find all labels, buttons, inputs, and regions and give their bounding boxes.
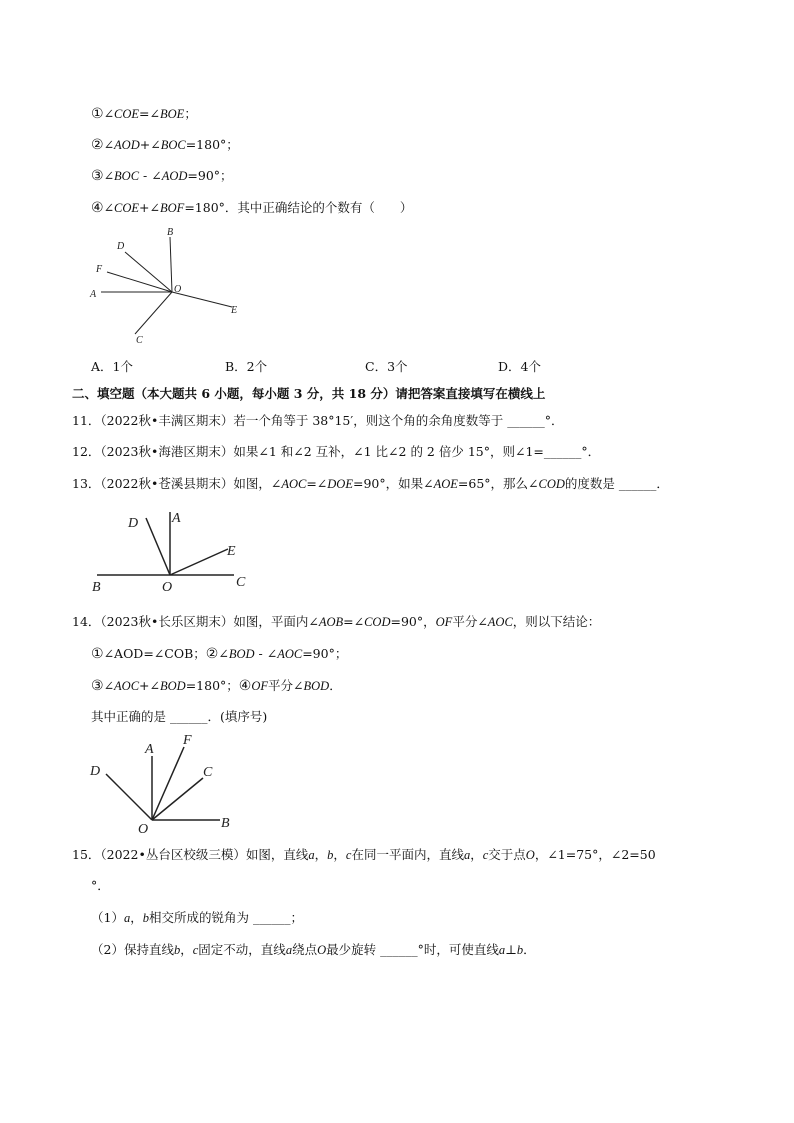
label-A: A	[90, 289, 97, 300]
label-O: O	[162, 580, 173, 595]
q10-choice-c: C．3个	[365, 359, 408, 374]
label-O: O	[174, 284, 182, 295]
question-14-line-4: 其中正确的是 ______．(填序号)	[91, 709, 268, 724]
q10-choice-d: D．4个	[498, 359, 541, 374]
question-14-line-3: ③∠AOC+∠BOD=180°；④OF平分∠BOD．	[91, 678, 342, 694]
label-A: A	[172, 511, 181, 526]
q10-choice-b: B．2个	[225, 359, 268, 374]
question-15-part-1: （1）a，b相交所成的锐角为 ______；	[91, 910, 303, 925]
q10-option-1: ①∠COE=∠BOE；	[91, 106, 197, 122]
q10-option-3: ③∠BOC - ∠AOD=90°；	[91, 168, 233, 184]
label-C: C	[136, 335, 143, 346]
label-E: E	[231, 305, 238, 316]
section-title: 二、填空题（本大题共 6 小题，每小题 3 分，共 18 分）请把答案直接填写在横线上	[72, 386, 546, 401]
question-13: 13．（2022秋•苍溪县期末）如图，∠AOC=∠DOE=90°，如果∠AOE=65°，那么∠COD的度数是 ______．	[72, 476, 669, 491]
q10-option-4: ④∠COE+∠BOF=180°．其中正确结论的个数有（ ）	[91, 200, 413, 216]
question-15: 15．（2022•丛台区校级三模）如图，直线a，b，c在同一平面内，直线a，c交于点O，∠1=75°，∠2=50	[72, 847, 656, 862]
question-15-cont: °．	[91, 878, 110, 893]
question-15-part-2: （2）保持直线b，c固定不动，直线a绕点O最少旋转 ______°时，可使直线a⊥b．	[91, 942, 536, 957]
ray-OC	[152, 778, 203, 820]
question-14: 14．（2023秋•长乐区期末）如图，平面内∠AOB=∠COD=90°，OF平分∠AOC，则以下结论：	[72, 614, 601, 629]
question-12: 12．（2023秋•海港区期末）如果∠1 和∠2 互补，∠1 比∠2 的 2 倍少 15°，则∠1=______°．	[72, 444, 601, 459]
q10-choice-a: A．1个	[91, 359, 133, 374]
label-O: O	[138, 822, 149, 837]
option-number: ④	[91, 200, 104, 216]
question-11: 11．（2022秋•丰满区期末）若一个角等于 38°15′，则这个角的余角度数等于 ______°．	[72, 413, 564, 428]
question-14-line-2: ①∠AOD=∠COB；②∠BOD - ∠AOC=90°；	[91, 646, 348, 662]
label-B: B	[92, 580, 101, 595]
ray-OD	[106, 774, 152, 820]
label-B: B	[221, 816, 230, 831]
label-C: C	[236, 575, 246, 590]
label-B: B	[167, 227, 174, 238]
q10-option-2: ②∠AOD+∠BOC=180°；	[91, 137, 239, 153]
label-D: D	[90, 764, 101, 779]
label-E: E	[227, 544, 236, 559]
label-F: F	[183, 733, 192, 748]
option-number: ③	[91, 168, 104, 184]
ray-OF	[152, 747, 184, 820]
option-number: ②	[91, 137, 104, 153]
label-D: D	[117, 241, 125, 252]
option-number: ①	[91, 106, 104, 122]
label-D: D	[128, 516, 139, 531]
label-F: F	[96, 264, 103, 275]
label-C: C	[203, 765, 213, 780]
label-A: A	[145, 742, 154, 757]
